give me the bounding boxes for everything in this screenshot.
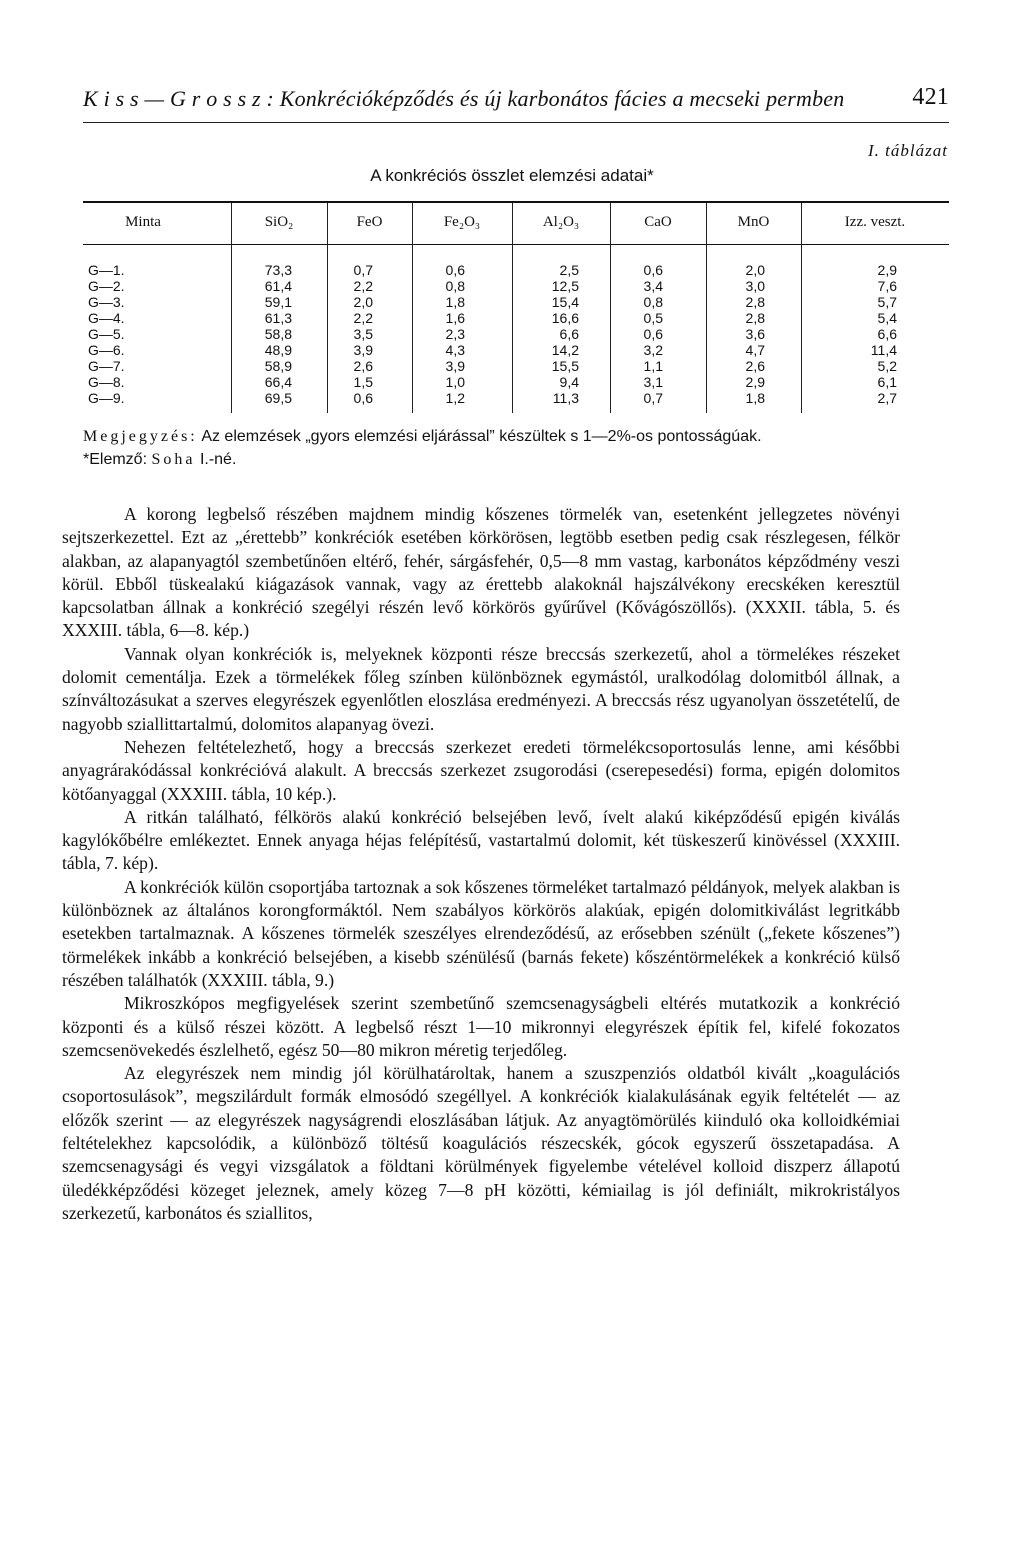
analyst-suffix: I.-né. — [199, 451, 237, 468]
cell-mno: 4,7 — [745, 342, 765, 358]
cell-fe2o3: 0,6 — [445, 262, 465, 278]
paragraph: A ritkán található, félkörös alakú konkréció belsejében levő, ívelt alakú kiképződésű epigén kiválás kagylókőbélre emlékeztet. Ennek anyaga héjas felépítésű, vastartalmú dolomit, két tüskeszerű kinövéssel (XXXIII. tábla, 7. kép). — [62, 806, 900, 874]
analyst-name: Soha — [151, 451, 196, 468]
table-row — [83, 263, 949, 278]
cell-sio2: 61,4 — [264, 278, 292, 294]
cell-sample: G—4. — [88, 310, 125, 326]
cell-al2o3: 11,3 — [552, 390, 579, 406]
analyst-line — [83, 448, 963, 471]
note-text: Az elemzések „gyors elemzési eljárással” készültek s 1—2%-os pontosságúak. — [201, 428, 762, 445]
cell-loss: 6,6 — [877, 326, 897, 342]
cell-loss: 2,9 — [877, 262, 897, 278]
cell-fe2o3: 1,6 — [445, 310, 465, 326]
running-head — [83, 86, 949, 112]
column-header: SiO₂ — [264, 214, 294, 230]
cell-cao: 0,6 — [643, 326, 663, 342]
cell-sample: G—6. — [88, 342, 125, 358]
table-row — [83, 359, 949, 374]
cell-cao: 0,7 — [643, 390, 663, 406]
column-header: Izz. veszt. — [844, 214, 906, 230]
cell-sample: G—5. — [88, 326, 125, 342]
header-rule — [83, 122, 949, 123]
cell-loss: 5,2 — [877, 358, 897, 374]
cell-mno: 2,6 — [745, 358, 765, 374]
note-line — [83, 425, 963, 448]
cell-mno: 2,0 — [745, 262, 765, 278]
cell-feo: 1,5 — [353, 374, 373, 390]
cell-fe2o3: 2,3 — [445, 326, 465, 342]
cell-feo: 0,6 — [353, 390, 373, 406]
cell-cao: 0,8 — [643, 294, 663, 310]
cell-sample: G—9. — [88, 390, 125, 406]
cell-cao: 3,1 — [643, 374, 663, 390]
cell-cao: 3,2 — [643, 342, 663, 358]
cell-feo: 2,2 — [353, 310, 373, 326]
table-top-rule — [83, 201, 949, 203]
cell-sio2: 48,9 — [264, 342, 292, 358]
cell-feo: 2,6 — [353, 358, 373, 374]
cell-fe2o3: 0,8 — [445, 278, 465, 294]
cell-fe2o3: 1,0 — [445, 374, 465, 390]
table-row — [83, 327, 949, 342]
column-header: Al₂O₃ — [542, 214, 580, 230]
column-header: Fe₂O₃ — [443, 214, 481, 230]
column-header: FeO — [356, 214, 383, 230]
paragraph: Mikroszkópos megfigyelések szerint szembetűnő szemcsenagyságbeli eltérés mutatkozik a konkréció központi és a külső részei között. A legbelső részt 1—10 mikronnyi elegyrészek építik fel, kifelé fokozatos szemcsenövekedés észlelhető, egész 50—80 mikron méretig terjedőleg. — [62, 993, 900, 1060]
cell-feo: 3,5 — [353, 326, 373, 342]
table-header-rule — [83, 244, 949, 245]
paragraph: Vannak olyan konkréciók is, melyeknek központi része breccsás szerkezetű, ahol a törmelékes részeket dolomit cementálja. Ezek a törmelékek főleg színben különböznek egymástól, uralkodólag dolomitból állnak, a színváltozásukat a szerves elegyrészek egyenlőtlen eloszlása eredményezi. A breccsás rész ugyanolyan összetételű, de nagyobb sziallittartalmú, dolomitos alapanyag övezi. — [62, 643, 900, 734]
column-header: Minta — [125, 214, 161, 230]
paragraph: Nehezen feltételezhető, hogy a breccsás szerkezet eredeti törmelékcsoportosulás lenne, ami későbbi anyagrárakódással konkrécióvá alakult. A breccsás szerkezet zsugorodási (cserepesedési) forma, epigén dolomitos kötőanyaggal (XXXIII. tábla, 10 kép.). — [62, 736, 900, 804]
cell-sio2: 69,5 — [264, 390, 292, 406]
cell-sample: G—8. — [88, 374, 125, 390]
cell-cao: 0,5 — [643, 310, 663, 326]
cell-sio2: 58,8 — [264, 326, 292, 342]
cell-al2o3: 15,5 — [551, 358, 579, 374]
cell-al2o3: 15,4 — [551, 294, 579, 310]
cell-loss: 2,7 — [877, 390, 897, 406]
column-header: CaO — [644, 214, 672, 230]
cell-sio2: 61,3 — [264, 310, 292, 326]
cell-sio2: 73,3 — [264, 262, 292, 278]
column-header: MnO — [737, 214, 770, 230]
cell-fe2o3: 3,9 — [445, 358, 465, 374]
table-row — [83, 375, 949, 390]
cell-mno: 1,8 — [745, 390, 765, 406]
cell-loss: 5,7 — [877, 294, 897, 310]
cell-sio2: 59,1 — [264, 294, 292, 310]
paragraph: A korong legbelső részében majdnem mindig kőszenes törmelék van, esetenként jellegzetes növényi sejtszerkezettel. Ezt az „érettebb” konkréciók esetében körkörösen, legtöbb esetben pedig csak részlegesen, félkör alakban, az alapanyagtól szembetűnően eltérő, fehér, sárgásfehér, 0,5—8 mm vastag, karbonátos képződmény veszi körül. Ebből tüskealakú kiágazások vannak, vagy az érettebb alakoknál hajszálvékony erecskéken keresztül kapcsolatban állnak a konkréció szegélyi részén levő körkörös gyűrűvel (Kővágószöllős). (XXXII. tábla, 5. és XXXIII. tábla, 6—8. kép.) — [62, 504, 900, 641]
cell-al2o3: 16,6 — [551, 310, 579, 326]
cell-fe2o3: 4,3 — [445, 342, 465, 358]
cell-sio2: 66,4 — [264, 374, 292, 390]
cell-loss: 7,6 — [877, 278, 897, 294]
cell-mno: 2,9 — [745, 374, 765, 390]
body-text — [62, 503, 900, 1225]
cell-sample: G—7. — [88, 358, 125, 374]
cell-mno: 3,0 — [745, 278, 765, 294]
cell-cao: 3,4 — [643, 278, 663, 294]
cell-mno: 3,6 — [745, 326, 765, 342]
cell-feo: 2,2 — [353, 278, 373, 294]
cell-cao: 1,1 — [643, 358, 663, 374]
table-row — [83, 343, 949, 358]
cell-fe2o3: 1,8 — [445, 294, 465, 310]
cell-fe2o3: 1,2 — [445, 390, 465, 406]
cell-al2o3: 9,4 — [559, 374, 579, 390]
cell-feo: 0,7 — [353, 262, 373, 278]
cell-loss: 5,4 — [877, 310, 897, 326]
table-row — [83, 391, 949, 406]
cell-sio2: 58,9 — [264, 358, 292, 374]
cell-loss: 11,4 — [870, 342, 897, 358]
cell-feo: 2,0 — [353, 294, 373, 310]
cell-mno: 2,8 — [745, 294, 765, 310]
note-label: Megjegyzés: — [83, 428, 198, 445]
cell-cao: 0,6 — [643, 262, 663, 278]
cell-al2o3: 6,6 — [559, 326, 579, 342]
cell-mno: 2,8 — [745, 310, 765, 326]
cell-sample: G—2. — [88, 278, 125, 294]
table-label: I. táblázat — [868, 141, 948, 160]
table-row — [83, 311, 949, 326]
cell-al2o3: 14,2 — [551, 342, 579, 358]
table-row — [83, 295, 949, 310]
analyst-label: *Elemző: — [83, 451, 148, 468]
table-title: A konkréciós összlet elemzési adatai* — [370, 166, 654, 185]
paragraph: A konkréciók külön csoportjába tartoznak a sok kőszenes törmeléket tartalmazó példányok, melyek alakban is különböznek az általános korongformáktól. Nem szabályos körkörös alakúak, epigén dolomitkiválást legritkább esetekben tartalmaznak. A kőszenes törmelék szeszélyes elrendeződésű, az erősebben szénült („fekete kőszenes”) törmelékek inkább a konkréció belsejében, a kisebb szénülésű (barnás fekete) kőszéntörmelékek a konkréció külső részében találhatók (XXXIII. tábla, 9.) — [62, 876, 900, 990]
table-row — [83, 279, 949, 294]
paragraph: Az elegyrészek nem mindig jól körülhatároltak, hanem a szuszpenziós oldatból kivált „koagulációs csoportosulások”, megszilárdult formák elmosódó szegéllyel. A konkréciók kialakulásának egyik feltételét — az előzők szerint — az elegyrészek nagyságrendi eloszlásában látjuk. Az anyagtömörülés kiinduló oka kolloidkémiai feltételekhez kapcsolódik, a különböző töltésű koagulációs részecskék, gócok egyszerű összetapadása. A szemcsenagysági és vegyi vizsgálatok a földtani körülmények figyelembe vételével kolloid diszperz állapotú üledékképződési közeget jeleznek, amely közeg 7—8 pH közötti, kémiailag is jól definiált, mikrokristályos szerkezetű, karbonátos és sziallitos, — [62, 1063, 900, 1223]
page-number: 421 — [912, 84, 949, 110]
cell-feo: 3,9 — [353, 342, 373, 358]
cell-al2o3: 2,5 — [559, 262, 579, 278]
running-title: K i s s — G r o s s z : Konkrécióképződés és új karbonátos fácies a mecseki permben — [83, 86, 845, 111]
cell-al2o3: 12,5 — [551, 278, 579, 294]
cell-sample: G—3. — [88, 294, 125, 310]
cell-sample: G—1. — [88, 262, 125, 278]
cell-loss: 6,1 — [877, 374, 897, 390]
table-note — [83, 425, 963, 471]
